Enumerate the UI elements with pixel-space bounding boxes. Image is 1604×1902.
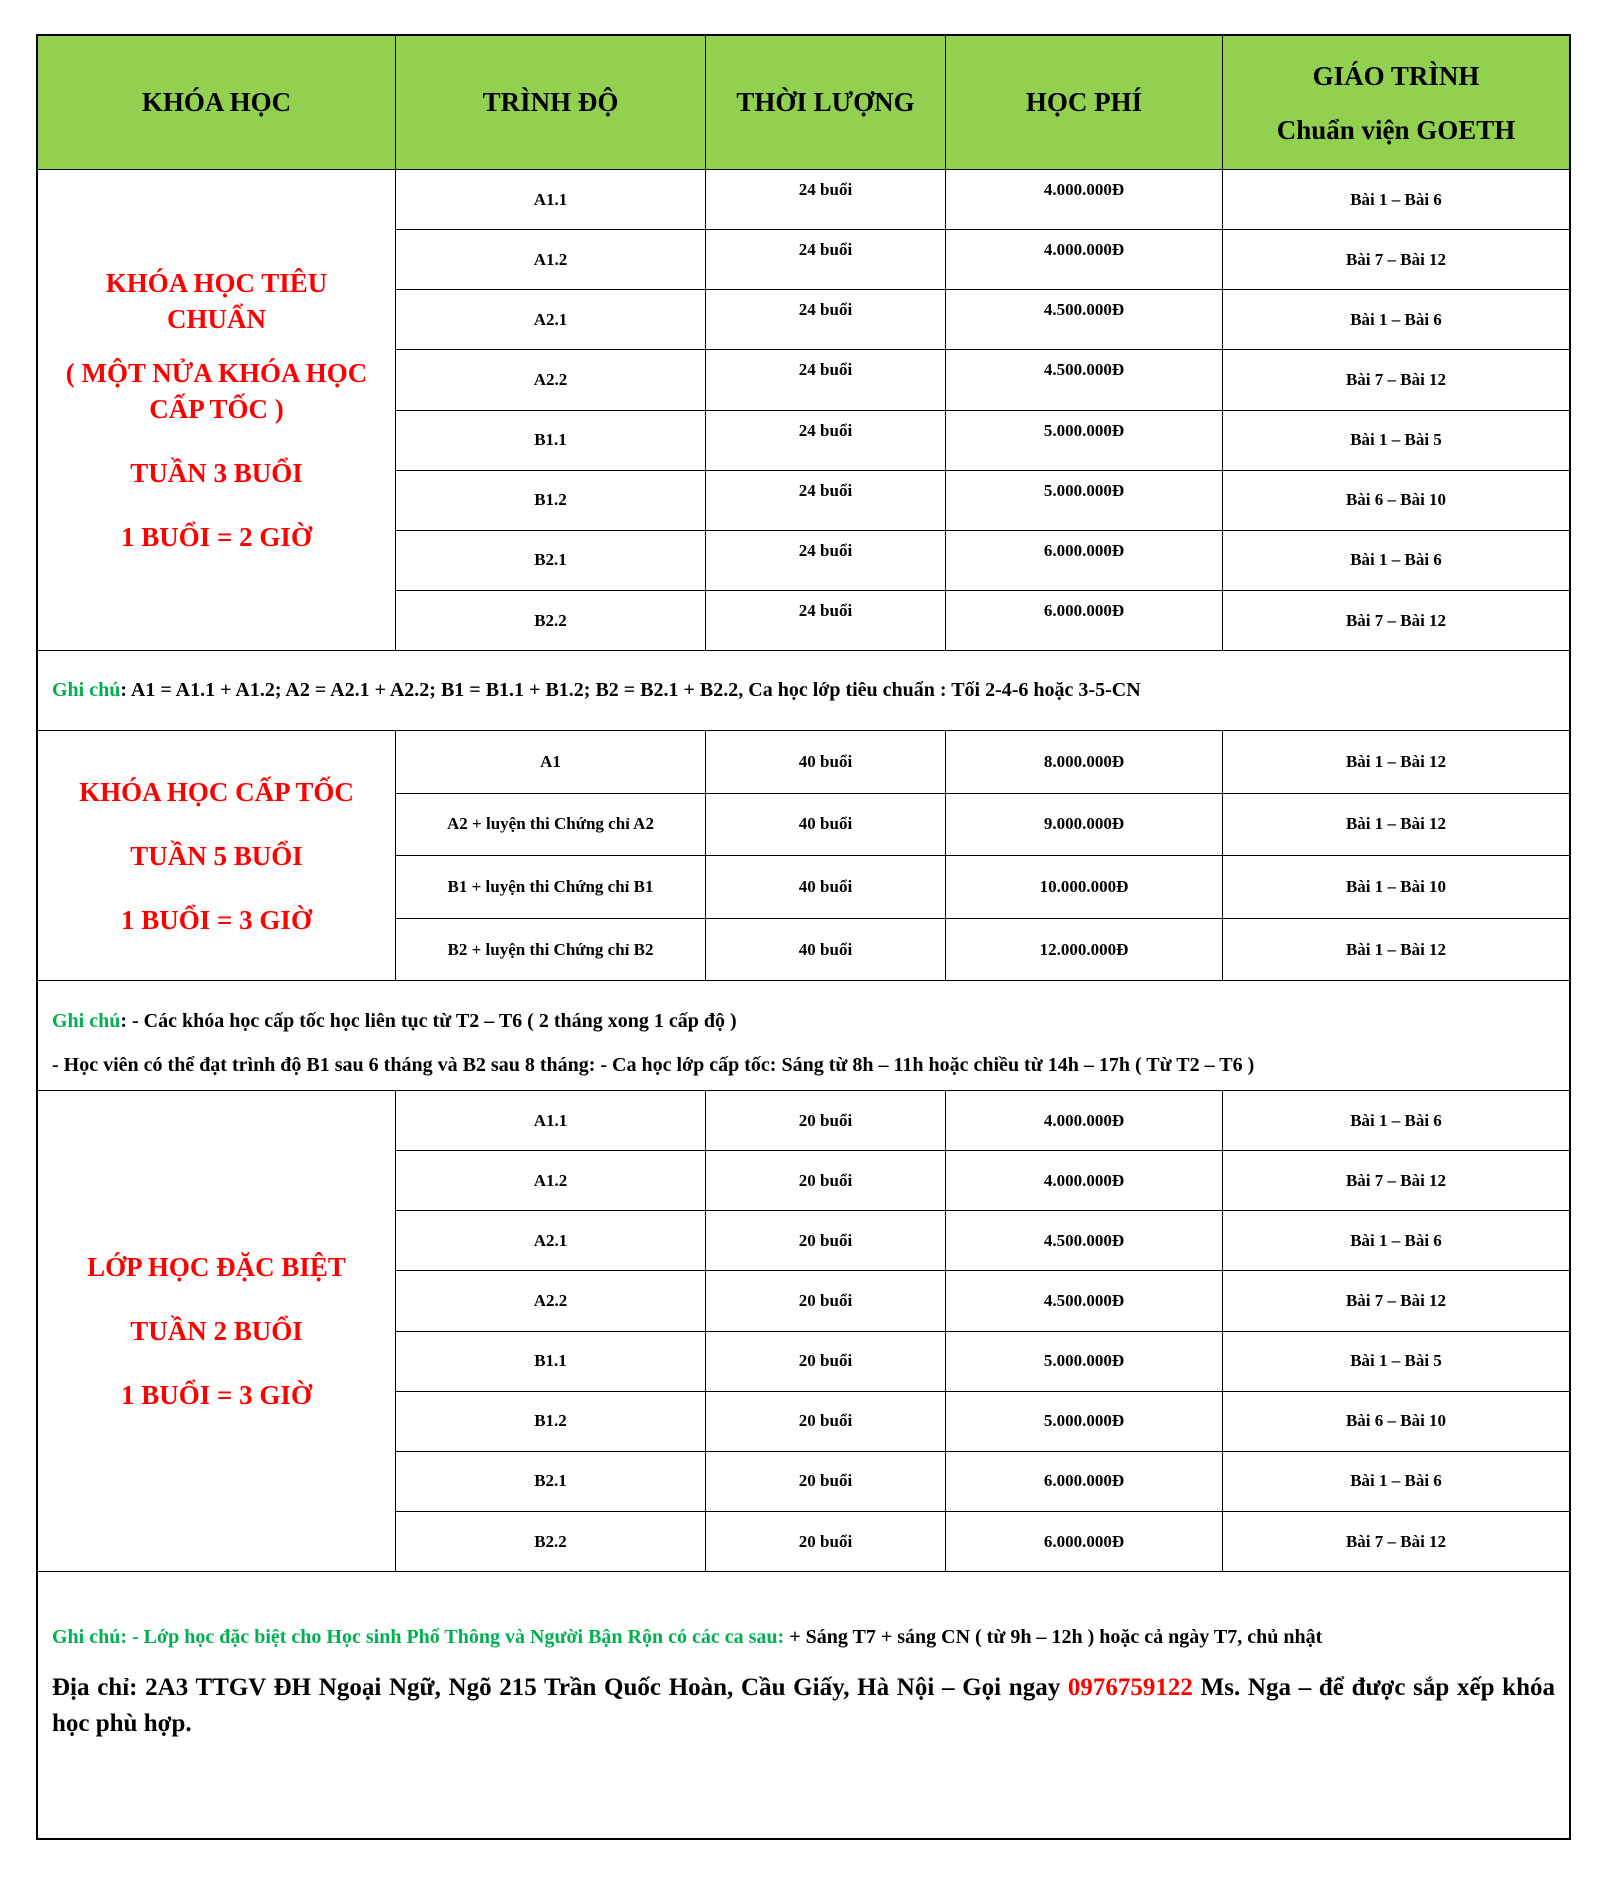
table-row — [395, 1271, 1569, 1331]
cell-book — [1222, 1271, 1569, 1330]
cell-duration — [705, 1452, 945, 1511]
table-row — [395, 1332, 1569, 1392]
cell-book — [1222, 731, 1569, 793]
cell-level — [395, 1091, 705, 1150]
cell-duration: 24 buổi — [798, 540, 853, 560]
cell-duration: 24 buổi — [798, 360, 853, 380]
cell-level — [395, 1151, 705, 1210]
cell-duration: 20 buổi — [798, 1170, 853, 1190]
cell-duration: 20 buổi — [798, 1411, 853, 1431]
cell-level: B2.1 — [534, 550, 567, 570]
table-row — [395, 919, 1569, 982]
cell-book: Bài 1 – Bài 6 — [1350, 309, 1442, 329]
cell-level: B2 + luyện thi Chứng chỉ B2 — [447, 939, 654, 959]
special-note: Ghi chú: - Lớp học đặc biệt cho Học sinh Phổ Thông và Người Bận Rộn có các ca sau: + Sáng T7 + sáng CN ( từ 9h – 12h ) hoặc cả ngày T7, chủ nhật — [52, 1626, 1323, 1648]
cell-duration — [705, 731, 945, 793]
cell-book — [1222, 230, 1569, 289]
cell-fee — [945, 350, 1222, 409]
cell-book: Bài 1 – Bài 6 — [1350, 1471, 1442, 1491]
cell-fee: 4.500.000Đ — [1043, 1230, 1125, 1250]
cell-book — [1222, 350, 1569, 409]
special-course-block — [38, 1091, 1569, 1572]
cell-level — [395, 1452, 705, 1511]
table-row — [395, 290, 1569, 350]
cell-fee: 6.000.000Đ — [1043, 600, 1125, 620]
cell-duration — [705, 230, 945, 289]
table-row — [395, 731, 1569, 794]
cell-level: A2 + luyện thi Chứng chỉ A2 — [447, 814, 654, 834]
cell-fee — [945, 1091, 1222, 1150]
cell-duration: 20 buổi — [798, 1230, 853, 1250]
cell-duration: 24 buổi — [798, 180, 853, 199]
cell-fee: 4.000.000Đ — [1043, 1170, 1125, 1190]
cell-duration — [705, 411, 945, 470]
cell-fee: 8.000.000Đ — [1043, 751, 1125, 771]
cell-fee — [945, 1332, 1222, 1391]
cell-duration — [705, 1211, 945, 1270]
cell-duration: 40 buổi — [798, 751, 853, 771]
cell-level — [395, 471, 705, 530]
header-fee: HỌC PHÍ — [945, 36, 1222, 169]
special-course-title: LỚP HỌC ĐẶC BIỆT TUẦN 2 BUỔI 1 BUỔI = 3 GIỜ — [87, 1252, 346, 1410]
cell-duration — [705, 170, 945, 229]
cell-book — [1222, 1512, 1569, 1572]
cell-book — [1222, 1211, 1569, 1270]
cell-fee — [945, 1452, 1222, 1511]
cell-duration: 24 buổi — [798, 480, 853, 500]
cell-book: Bài 1 – Bài 10 — [1345, 876, 1447, 896]
cell-duration: 40 buổi — [798, 814, 853, 834]
cell-level: A1.1 — [533, 189, 568, 209]
cell-book — [1222, 411, 1569, 470]
cell-book — [1222, 591, 1569, 651]
cell-duration — [705, 1332, 945, 1391]
header-textbook: GIÁO TRÌNH Chuẩn viện GOETH — [1222, 36, 1569, 169]
cell-book: Bài 7 – Bài 12 — [1345, 249, 1447, 269]
intensive-note: Ghi chú: - Các khóa học cấp tốc học liên tục từ T2 – T6 ( 2 tháng xong 1 cấp độ ) - Học viên có thể đạt trình độ B1 sau 6 tháng và B2 sau 8 tháng: - Ca học lớp cấp tốc: Sáng từ 8h – 11h hoặc chiều từ 14h – 17h ( Từ T2 – T6 ) — [38, 981, 1569, 1091]
cell-fee — [945, 170, 1222, 229]
phone-number[interactable]: 0976759122 — [1067, 1674, 1193, 1701]
cell-duration: 24 buổi — [798, 300, 853, 320]
cell-book — [1222, 856, 1569, 918]
cell-book — [1222, 1091, 1569, 1150]
cell-book: Bài 1 – Bài 12 — [1345, 814, 1447, 834]
cell-fee — [945, 1392, 1222, 1451]
intensive-course-title: KHÓA HỌC CẤP TỐC TUẦN 5 BUỔI 1 BUỔI = 3 GIỜ — [79, 776, 354, 935]
cell-book: Bài 1 – Bài 6 — [1350, 550, 1442, 570]
cell-level: B2.2 — [534, 1531, 567, 1551]
cell-fee — [945, 919, 1222, 982]
cell-fee: 6.000.000Đ — [1043, 540, 1125, 560]
cell-book: Bài 1 – Bài 5 — [1350, 1351, 1442, 1371]
cell-level — [395, 230, 705, 289]
cell-duration: 24 buổi — [798, 600, 853, 620]
table-row — [395, 471, 1569, 531]
table-row — [395, 856, 1569, 919]
cell-level: B1 + luyện thi Chứng chỉ B1 — [447, 876, 654, 896]
table-row — [395, 350, 1569, 410]
cell-book: Bài 7 – Bài 12 — [1345, 369, 1447, 389]
cell-duration: 20 buổi — [798, 1290, 853, 1310]
cell-level: A2.1 — [533, 1230, 568, 1250]
cell-fee: 6.000.000Đ — [1043, 1531, 1125, 1551]
cell-level — [395, 591, 705, 651]
cell-fee: 5.000.000Đ — [1043, 420, 1125, 440]
cell-book: Bài 1 – Bài 6 — [1350, 1110, 1442, 1130]
cell-level: B2.2 — [534, 610, 567, 630]
cell-level: A2.1 — [533, 309, 568, 329]
cell-level: B1.1 — [534, 430, 567, 450]
table-row — [395, 794, 1569, 857]
cell-fee: 4.500.000Đ — [1043, 300, 1125, 320]
cell-fee — [945, 1271, 1222, 1330]
cell-duration — [705, 919, 945, 982]
cell-fee: 4.500.000Đ — [1043, 360, 1125, 380]
table-row — [395, 1091, 1569, 1151]
cell-fee: 9.000.000Đ — [1043, 814, 1125, 834]
cell-level: A1.2 — [533, 249, 568, 269]
cell-level: A2.2 — [533, 369, 568, 389]
cell-fee — [945, 731, 1222, 793]
cell-fee: 5.000.000Đ — [1043, 1351, 1125, 1371]
cell-fee: 5.000.000Đ — [1043, 480, 1125, 500]
cell-fee — [945, 1151, 1222, 1210]
table-row — [395, 170, 1569, 230]
cell-duration — [705, 531, 945, 590]
cell-level — [395, 1392, 705, 1451]
cell-level — [395, 1332, 705, 1391]
cell-duration — [705, 591, 945, 651]
cell-duration — [705, 350, 945, 409]
cell-duration — [705, 856, 945, 918]
cell-duration — [705, 1091, 945, 1150]
cell-duration: 40 buổi — [798, 939, 853, 959]
cell-book — [1222, 1151, 1569, 1210]
cell-duration — [705, 794, 945, 856]
cell-fee — [945, 531, 1222, 590]
cell-duration — [705, 1512, 945, 1572]
cell-level — [395, 170, 705, 229]
cell-fee — [945, 794, 1222, 856]
table-row — [395, 1151, 1569, 1211]
cell-book — [1222, 794, 1569, 856]
cell-level: A1.2 — [533, 1170, 568, 1190]
table-row — [395, 230, 1569, 290]
cell-fee: 5.000.000Đ — [1043, 1411, 1125, 1431]
header-course: KHÓA HỌC — [141, 87, 292, 117]
cell-level — [395, 411, 705, 470]
cell-level — [395, 1271, 705, 1330]
cell-level: B1.2 — [534, 1411, 567, 1431]
cell-book — [1222, 1452, 1569, 1511]
standard-course-block — [38, 170, 1569, 651]
cell-book: Bài 6 – Bài 10 — [1345, 1411, 1447, 1431]
cell-duration: 20 buổi — [798, 1531, 853, 1551]
cell-level: B1.2 — [534, 490, 567, 510]
cell-fee — [945, 856, 1222, 918]
cell-level: A1.1 — [533, 1110, 568, 1130]
cell-book — [1222, 290, 1569, 349]
cell-fee — [945, 290, 1222, 349]
cell-book: Bài 1 – Bài 6 — [1350, 189, 1442, 209]
cell-duration: 20 buổi — [798, 1110, 853, 1130]
cell-level: B2.1 — [534, 1471, 567, 1491]
cell-level — [395, 919, 705, 982]
table-row — [395, 1512, 1569, 1572]
cell-book: Bài 1 – Bài 6 — [1350, 1230, 1442, 1250]
cell-book — [1222, 170, 1569, 229]
cell-level — [395, 856, 705, 918]
cell-level: A2.2 — [533, 1290, 568, 1310]
cell-duration: 20 buổi — [798, 1471, 853, 1491]
table-header — [38, 36, 1569, 170]
cell-book: Bài 6 – Bài 10 — [1345, 490, 1447, 510]
cell-book — [1222, 531, 1569, 590]
cell-fee — [945, 411, 1222, 470]
cell-duration — [705, 1151, 945, 1210]
cell-level — [395, 290, 705, 349]
cell-book — [1222, 1332, 1569, 1391]
cell-level: A1 — [540, 751, 561, 771]
cell-duration: 24 buổi — [798, 240, 853, 260]
table-row — [395, 411, 1569, 471]
address: Địa chỉ: 2A3 TTGV ĐH Ngoại Ngữ, Ngõ 215 Trần Quốc Hoàn, Cầu Giấy, Hà Nội – Gọi ngay 0976759122 Ms. Nga – để được sắp xếp khóa học phù hợp. — [52, 1674, 1555, 1737]
cell-fee — [945, 471, 1222, 530]
table-row — [395, 1211, 1569, 1271]
cell-fee: 4.000.000Đ — [1043, 180, 1125, 199]
cell-duration — [705, 290, 945, 349]
cell-book: Bài 7 – Bài 12 — [1345, 610, 1447, 630]
cell-book: Bài 1 – Bài 12 — [1345, 751, 1447, 771]
cell-fee: 12.000.000Đ — [1039, 939, 1129, 959]
cell-book: Bài 7 – Bài 12 — [1345, 1531, 1447, 1551]
cell-level — [395, 794, 705, 856]
cell-fee: 6.000.000Đ — [1043, 1471, 1125, 1491]
header-duration: THỜI LƯỢNG — [705, 36, 945, 169]
cell-fee: 4.000.000Đ — [1043, 1110, 1125, 1130]
cell-duration: 40 buổi — [798, 876, 853, 896]
table-row — [395, 1452, 1569, 1512]
cell-book — [1222, 471, 1569, 530]
footer — [38, 1572, 1569, 1838]
cell-fee — [945, 1512, 1222, 1572]
intensive-course-block — [38, 731, 1569, 981]
cell-level — [395, 731, 705, 793]
table-row — [395, 591, 1569, 651]
cell-book: Bài 7 – Bài 12 — [1345, 1170, 1447, 1190]
cell-level: B1.1 — [534, 1351, 567, 1371]
cell-level — [395, 1211, 705, 1270]
cell-duration — [705, 1392, 945, 1451]
cell-level — [395, 1512, 705, 1572]
course-fee-table — [36, 34, 1571, 1840]
cell-book: Bài 1 – Bài 5 — [1350, 430, 1442, 450]
standard-course-title: KHÓA HỌC TIÊU CHUẨN ( MỘT NỬA KHÓA HỌC CẤP TỐC ) TUẦN 3 BUỔI 1 BUỔI = 2 GIỜ — [65, 268, 368, 552]
cell-book: Bài 7 – Bài 12 — [1345, 1290, 1447, 1310]
standard-note: Ghi chú: A1 = A1.1 + A1.2; A2 = A2.1 + A2.2; B1 = B1.1 + B1.2; B2 = B2.1 + B2.2, Ca học lớp tiêu chuẩn : Tối 2-4-6 hoặc 3-5-CN — [38, 651, 1569, 731]
cell-fee — [945, 230, 1222, 289]
cell-fee: 10.000.000Đ — [1039, 876, 1129, 896]
cell-book — [1222, 1392, 1569, 1451]
cell-duration: 20 buổi — [798, 1351, 853, 1371]
cell-fee: 4.000.000Đ — [1043, 240, 1125, 260]
cell-level — [395, 350, 705, 409]
cell-fee — [945, 1211, 1222, 1270]
cell-fee — [945, 591, 1222, 651]
header-level: TRÌNH ĐỘ — [395, 36, 705, 169]
table-row — [395, 1392, 1569, 1452]
cell-duration — [705, 471, 945, 530]
cell-level — [395, 531, 705, 590]
cell-book — [1222, 919, 1569, 982]
table-row — [395, 531, 1569, 591]
cell-duration — [705, 1271, 945, 1330]
cell-book: Bài 1 – Bài 12 — [1345, 939, 1447, 959]
cell-fee: 4.500.000Đ — [1043, 1290, 1125, 1310]
cell-duration: 24 buổi — [798, 420, 853, 440]
